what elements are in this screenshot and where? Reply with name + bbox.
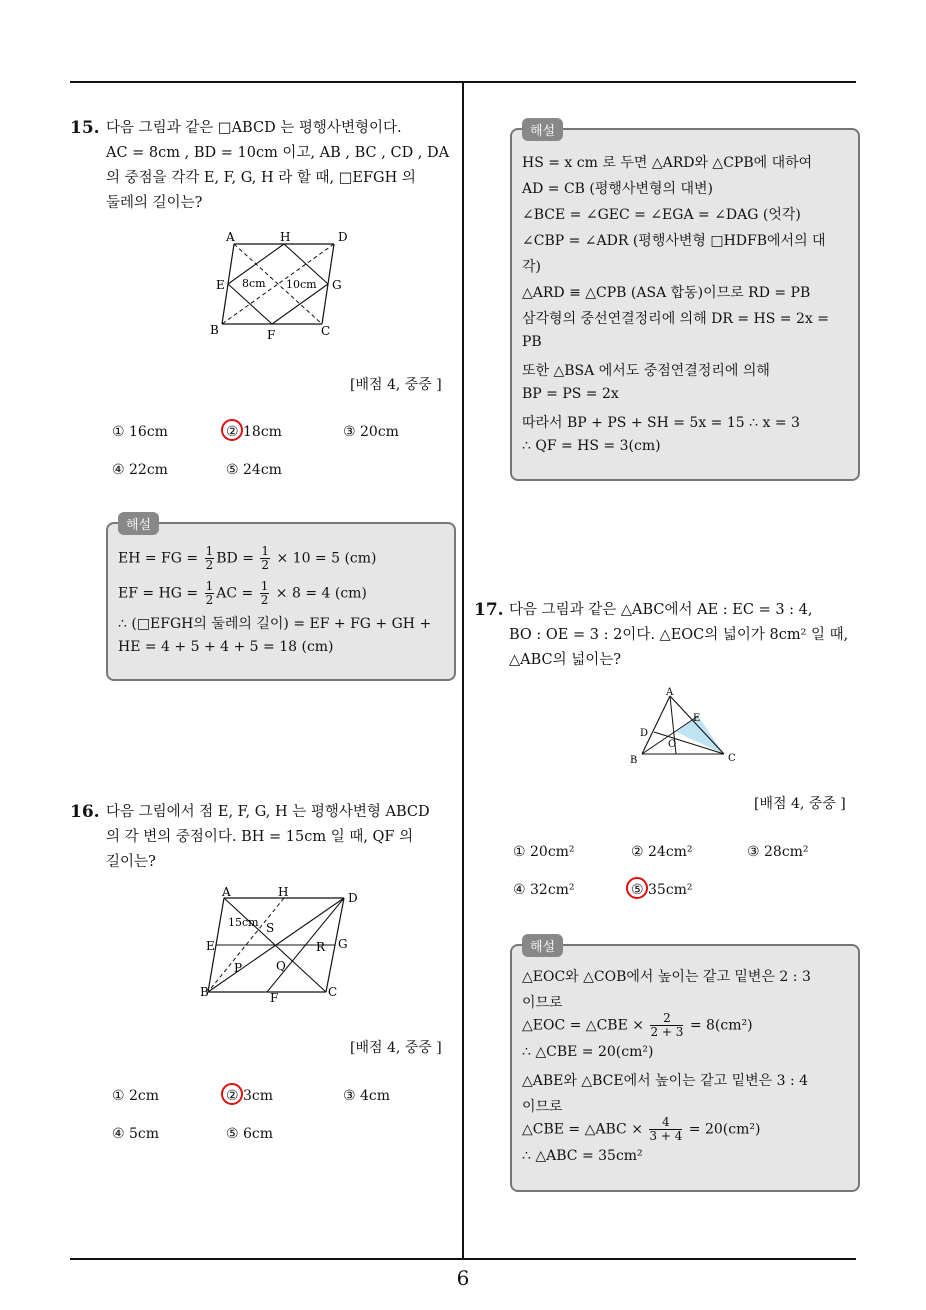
q16-label-e: E xyxy=(206,939,215,953)
q15-label-b: B xyxy=(210,323,219,337)
q17-label-o: O xyxy=(668,739,677,750)
q17-sol-line8: ∴ △ABC = 35cm² xyxy=(522,1148,643,1164)
q15-score: [배점 4, 중중 ] xyxy=(350,377,442,393)
q17-sol-l7a: △CBE = △ABC × xyxy=(522,1121,648,1138)
q16-sol-line11: 따라서 BP + PS + SH = 5x = 15 ∴ x = 3 xyxy=(522,415,800,431)
q15-sol-l2c: × 8 = 4 (cm) xyxy=(271,585,367,602)
q16-label-bh: 15cm xyxy=(228,916,259,929)
q15-label-ac: 8cm xyxy=(242,277,266,290)
q17-sol-l7b: = 20(cm²) xyxy=(684,1121,761,1138)
q17-selected-mark xyxy=(626,877,648,899)
q16-label-c: C xyxy=(328,985,338,999)
q16-selected-mark xyxy=(221,1083,243,1105)
q17-line1: 다음 그림과 같은 △ABC에서 AE : EC = 3 : 4, xyxy=(509,602,813,618)
q17-text xyxy=(509,598,854,673)
q17-choice-4[interactable]: ④ 32cm² xyxy=(513,882,575,898)
q16-sol-line6: △ARD ≡ △CPB (ASA 합동)이므로 RD = PB xyxy=(522,285,811,301)
q15-choice-1[interactable]: ① 16cm xyxy=(112,424,168,440)
q16-label-r: R xyxy=(316,940,326,954)
q15-sol-l2b: AC = xyxy=(216,585,258,602)
q16-number: 16. xyxy=(70,802,100,822)
q16-choice-1[interactable]: ① 2cm xyxy=(112,1088,160,1104)
q15-sol-line1 xyxy=(118,545,377,572)
q15-label-bd: 10cm xyxy=(286,278,317,291)
q17-sol-l3a: △EOC = △CBE × xyxy=(522,1017,649,1034)
q17-sol-frac1-num: 2 xyxy=(650,1012,683,1026)
q16-solution-tag: 해설 xyxy=(522,118,563,141)
q15-sol-line3: ∴ (□EFGH의 둘레의 길이) = EF + FG + GH + xyxy=(118,616,432,632)
q15-sol-frac3 xyxy=(205,580,215,607)
q15-sol-frac2 xyxy=(260,545,270,572)
q17-sol-line5: △ABE와 △BCE에서 높이는 같고 밑변은 3 : 4 xyxy=(522,1073,809,1089)
q16-choice-4[interactable]: ④ 5cm xyxy=(112,1126,160,1142)
q15-choice-4[interactable]: ④ 22cm xyxy=(112,462,168,478)
q17-choice-5[interactable]: ⑤ 35cm² xyxy=(631,882,693,898)
q16-sol-line1: HS = x cm 로 두면 △ARD와 △CPB에 대하여 xyxy=(522,155,813,171)
q15-choice-2[interactable]: ② 18cm xyxy=(226,424,282,440)
q17-sol-line3 xyxy=(522,1012,753,1039)
q17-label-b: B xyxy=(630,755,638,766)
q16-sol-line3: ∠BCE = ∠GEC = ∠EGA = ∠DAG (엇각) xyxy=(522,207,801,223)
q17-sol-frac1 xyxy=(650,1012,683,1039)
q16-label-q: Q xyxy=(276,959,286,973)
q17-solution-tag: 해설 xyxy=(522,934,563,957)
q15-sol-line2 xyxy=(118,580,367,607)
q17-sol-frac1-den: 2 + 3 xyxy=(650,1025,684,1039)
q17-sol-frac2-den: 3 + 4 xyxy=(649,1129,683,1143)
q16-label-p: P xyxy=(234,961,243,975)
q16-sol-line12: ∴ QF = HS = 3(cm) xyxy=(522,438,661,454)
q15-number: 15. xyxy=(70,118,100,138)
q15-choice-3[interactable]: ③ 20cm xyxy=(343,424,399,440)
q15-label-h: H xyxy=(280,230,291,244)
q15-figure xyxy=(200,228,360,346)
q15-sol-l1a: EH = FG = xyxy=(118,550,203,567)
q17-score: [배점 4, 중중 ] xyxy=(754,796,846,812)
q17-choice-1[interactable]: ① 20cm² xyxy=(513,844,575,860)
q16-label-g: G xyxy=(338,937,348,951)
q16-choice-3[interactable]: ③ 4cm xyxy=(343,1088,391,1104)
q17-sol-frac2-num: 4 xyxy=(649,1116,682,1130)
q15-label-f: F xyxy=(267,328,276,342)
q15-sol-frac2-num: 1 xyxy=(261,544,270,558)
q16-label-d: D xyxy=(348,891,358,905)
q17-sol-l3b: = 8(cm²) xyxy=(685,1017,753,1034)
q16-choice-2[interactable]: ② 3cm xyxy=(226,1088,274,1104)
q17-label-a: A xyxy=(666,687,674,698)
q15-line4: 둘레의 길이는? xyxy=(106,195,203,211)
q17-figure xyxy=(626,686,746,766)
q15-line1: 다음 그림과 같은 □ABCD 는 평행사변형이다. xyxy=(106,120,402,136)
q17-choice-3[interactable]: ③ 28cm² xyxy=(747,844,809,860)
q16-sol-line4: ∠CBP = ∠ADR (평행사변형 □HDFB에서의 대 xyxy=(522,233,826,249)
q17-label-e: E xyxy=(693,713,701,724)
q15-label-e: E xyxy=(216,278,225,292)
q15-text xyxy=(106,116,451,216)
q17-label-c: C xyxy=(728,753,736,764)
q16-label-f: F xyxy=(270,991,279,1005)
q15-label-a: A xyxy=(226,230,235,244)
q17-sol-line1: △EOC와 △COB에서 높이는 같고 밑변은 2 : 3 xyxy=(522,969,811,985)
q16-label-s: S xyxy=(266,921,275,935)
q15-label-d: D xyxy=(338,230,348,244)
q16-choice-5[interactable]: ⑤ 6cm xyxy=(226,1126,274,1142)
q16-figure xyxy=(196,884,366,1006)
q15-sol-l1b: BD = xyxy=(216,550,259,567)
q15-sol-l2a: EF = HG = xyxy=(118,585,203,602)
q15-sol-line4: HE = 4 + 5 + 4 + 5 = 18 (cm) xyxy=(118,639,334,655)
q15-sol-frac3-num: 1 xyxy=(205,579,214,593)
q16-text xyxy=(106,800,451,875)
q15-line2: AC = 8cm , BD = 10cm 이고, AB , BC , CD , DA xyxy=(106,145,450,161)
q15-sol-frac3-den: 2 xyxy=(205,593,214,607)
q16-sol-line7: 삼각형의 중선연결정리에 의해 DR = HS = 2x = xyxy=(522,311,829,327)
q15-sol-frac4 xyxy=(260,580,270,607)
q15-line3: 의 중점을 각각 E, F, G, H 라 할 때, □EFGH 의 xyxy=(106,170,416,186)
q16-line3: 길이는? xyxy=(106,854,156,870)
q15-solution-tag: 해설 xyxy=(118,512,159,535)
q16-sol-line9: 또한 △BSA 에서도 중점연결정리에 의해 xyxy=(522,363,770,379)
q17-sol-frac2 xyxy=(649,1116,682,1143)
q17-sol-line4: ∴ △CBE = 20(cm²) xyxy=(522,1044,654,1060)
q16-label-a: A xyxy=(222,885,231,899)
q15-label-c: C xyxy=(321,324,331,338)
q16-sol-line10: BP = PS = 2x xyxy=(522,386,619,402)
q15-sol-frac1 xyxy=(205,545,215,572)
column-divider xyxy=(462,82,464,1260)
q16-sol-line2: AD = CB (평행사변형의 대변) xyxy=(522,181,713,197)
q16-label-b: B xyxy=(200,985,209,999)
q17-line2: BO : OE = 3 : 2이다. △EOC의 넓이가 8cm² 일 때, xyxy=(509,627,849,643)
q15-label-g: G xyxy=(332,278,342,292)
q15-sol-frac4-den: 2 xyxy=(260,593,269,607)
q16-label-h: H xyxy=(278,885,289,899)
q17-number: 17. xyxy=(474,600,504,620)
q17-label-d: D xyxy=(640,728,649,739)
q16-line2: 의 각 변의 중점이다. BH = 15cm 일 때, QF 의 xyxy=(106,829,414,845)
q15-sol-frac1-den: 2 xyxy=(205,558,214,572)
q15-sol-l1c: × 10 = 5 (cm) xyxy=(272,550,377,567)
q17-choice-2[interactable]: ② 24cm² xyxy=(631,844,693,860)
q16-line1: 다음 그림에서 점 E, F, G, H 는 평행사변형 ABCD xyxy=(106,804,430,820)
q17-sol-line7 xyxy=(522,1116,760,1143)
q15-sol-frac4-num: 1 xyxy=(260,579,269,593)
q17-sol-line2: 이므로 xyxy=(522,995,563,1011)
page-number: 6 xyxy=(456,1266,470,1290)
q15-selected-mark xyxy=(221,419,243,441)
q17-sol-line6: 이므로 xyxy=(522,1099,563,1115)
q16-sol-line5: 각) xyxy=(522,259,541,275)
q16-score: [배점 4, 중중 ] xyxy=(350,1040,442,1056)
q15-sol-frac2-den: 2 xyxy=(261,558,270,572)
q17-line3: △ABC의 넓이는? xyxy=(509,652,622,668)
q15-sol-frac1-num: 1 xyxy=(205,544,214,558)
q15-choice-5[interactable]: ⑤ 24cm xyxy=(226,462,282,478)
q16-sol-line8: PB xyxy=(522,334,542,350)
